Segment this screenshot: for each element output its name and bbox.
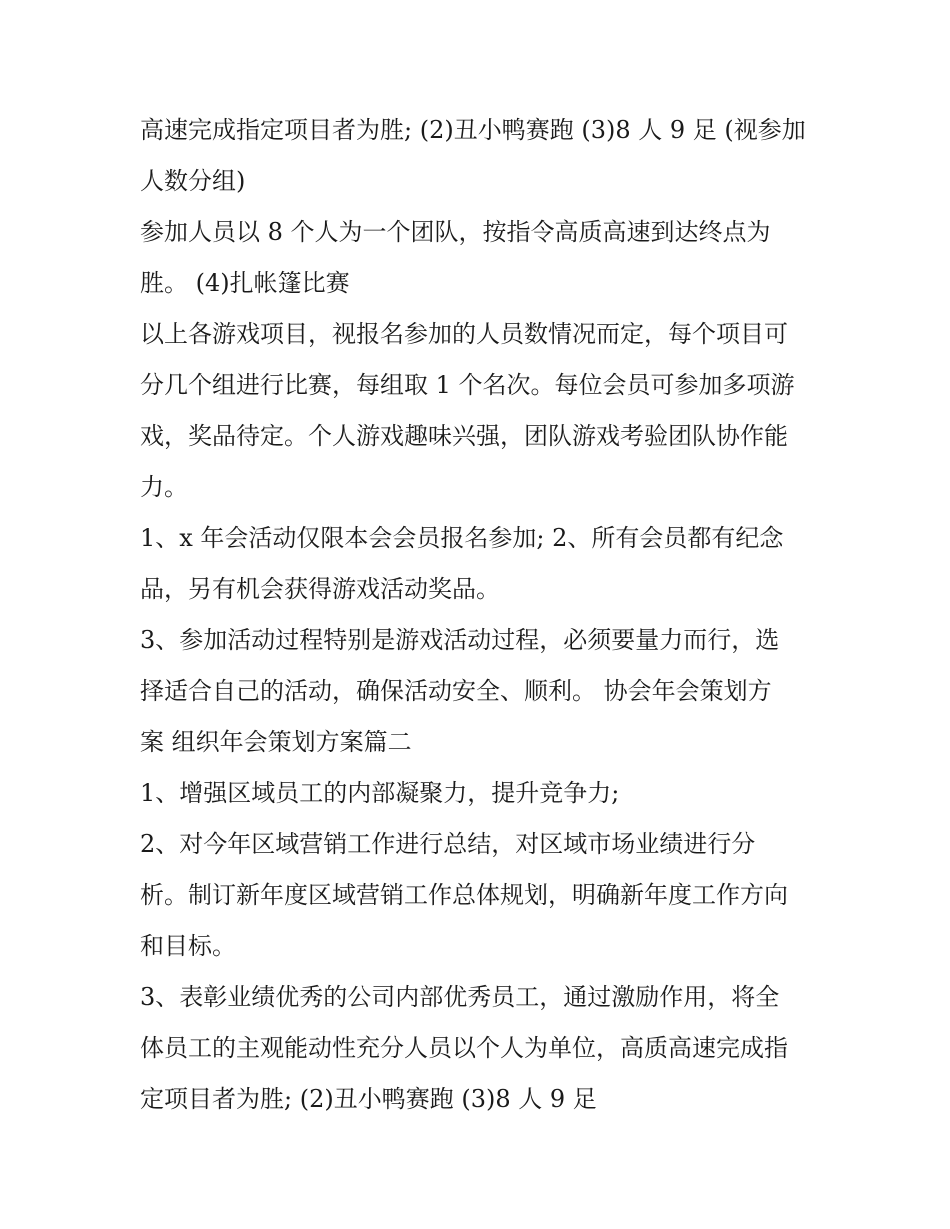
- text-line: 3、参加活动过程特别是游戏活动过程，必须要量力而行，选: [140, 626, 780, 654]
- text-line: 和目标。: [140, 932, 236, 960]
- text-line: 2、对今年区域营销工作进行总结，对区域市场业绩进行分: [140, 830, 756, 858]
- text-line: 体员工的主观能动性充分人员以个人为单位，高质高速完成指: [140, 1034, 788, 1062]
- text-line: 择适合自己的活动，确保活动安全、顺利。 协会年会策划方: [140, 677, 772, 705]
- text-line: 定项目者为胜; (2)丑小鸭赛跑 (3)8 人 9 足: [140, 1085, 597, 1113]
- text-line: 参加人员以 8 个人为一个团队，按指令高质高速到达终点为: [140, 218, 771, 246]
- text-line: 以上各游戏项目，视报名参加的人员数情况而定，每个项目可: [140, 320, 788, 348]
- text-line: 3、表彰业绩优秀的公司内部优秀员工，通过激励作用，将全: [140, 983, 780, 1011]
- text-line: 案 组织年会策划方案篇二: [140, 728, 412, 756]
- text-line: 1、x 年会活动仅限本会会员报名参加; 2、所有会员都有纪念: [140, 524, 784, 552]
- text-line: 人数分组): [140, 167, 246, 195]
- text-line: 分几个组进行比赛，每组取 1 个名次。每位会员可参加多项游: [140, 371, 795, 399]
- text-line: 品，另有机会获得游戏活动奖品。: [140, 575, 500, 603]
- document-body: [140, 105, 820, 1125]
- text-line: 胜。 (4)扎帐篷比赛: [140, 269, 350, 297]
- text-line: 力。: [140, 473, 188, 501]
- text-line: 1、增强区域员工的内部凝聚力，提升竞争力;: [140, 779, 620, 807]
- text-line: 高速完成指定项目者为胜; (2)丑小鸭赛跑 (3)8 人 9 足 (视参加: [140, 116, 806, 144]
- text-line: 戏，奖品待定。个人游戏趣味兴强，团队游戏考验团队协作能: [140, 422, 788, 450]
- text-line: 析。制订新年度区域营销工作总体规划，明确新年度工作方向: [140, 881, 788, 909]
